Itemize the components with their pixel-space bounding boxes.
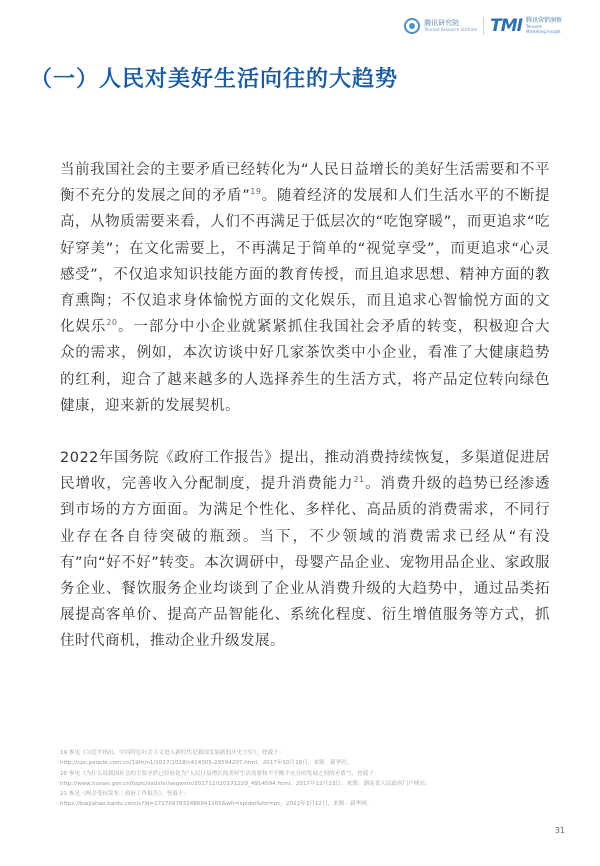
tencent-research-logo-icon [404,18,420,34]
logo-right-cn: 腾讯营销洞察 [525,17,562,24]
section-title: （一）人民对美好生活向往的大趋势 [30,67,399,92]
footnote-19-title: 19 参见《习近平指出，中国特色社会主义进入新时代是我国发展新的历史方位》，登载于： [60,750,285,756]
paragraph-2-part-1: 2022年国务院《政府工作报告》提出，推动消费持续恢复，多渠道促进居民增收，完善收入分配制度，提升消费能力 [60,450,550,493]
paragraph-1-part-1: 当前我国社会的主要矛盾已经转化为“人民日益增长的美好生活需要和不平衡不充分的发展之间的矛盾” [60,162,550,205]
paragraph-1 [60,157,550,419]
logo-right-en-2: Marketing Insight [525,29,561,34]
header-logos [404,16,562,36]
footnotes [60,748,530,810]
footnote-ref-19[interactable]: 19 [250,187,262,197]
footnote-21-link[interactable]: https://baijiahao.baidu.com/s?id=1727097832486941265&wfr=spider&for=pc，2022年3月12日，来源：新华网。 [60,801,373,808]
paragraph-2-part-2: 。消费升级的趋势已经渗透到市场的方方面面。为满足个性化、多样化、高品质的消费需求，不同行业存在各自待突破的瓶颈。当下，不少领域的消费需求已经从“有没有”向“好不好”转变。本次调研中，母婴产品企业、宠物用品企业、家政服务企业、餐饮服务企业均谈到了企业从消费升级的大趋势中，通过品类拓展提高客单价、提高产品智能化、系统化程度、衍生增值服务等方式，抓住时代商机，推动企业升级发展。 [60,476,551,650]
body-text [60,157,550,655]
paragraph-2 [60,445,550,655]
paragraph-1-part-2: 。随着经济的发展和人们生活水平的不断提高，从物质需要来看，人们不再满足于低层次的“吃饱穿暖”，而更追求“吃好穿美”；在文化需要上，不再满足于简单的“视觉享受”，而更追求“心灵感受”，不仅追求知识技能方面的教育传授，而且追求思想、精神方面的教育熏陶；不仅追求身体愉悦方面的文化娱乐，而且追求心智愉悦方面的文化娱乐 [60,188,551,336]
tmi-logo-icon: TMI [490,16,522,36]
footnote-21-title: 21 参见《两会受权发布｜政府工作报告》，登载于： [60,791,190,798]
logo-left-en: Tencent Research Institute [424,27,478,32]
logo-right-en-1: Tencent [525,24,542,29]
tencent-research-logo [404,18,477,34]
footnote-ref-20[interactable]: 20 [106,318,118,328]
footnote-20-link[interactable]: http://www.hunan.gov.cn/topic/xsdxhn/segwsm/201712/t20171229_4914594.html，2017年12月23日，来源：湖南省人民政府门户网站。 [60,780,431,787]
paragraph-1-part-3: 。一部分中小企业就紧紧抓住我国社会矛盾的转变，积极迎合大众的需求，例如，本次访谈中好几家茶饮类中小企业，看准了大健康趋势的红利，迎合了越来越多的人选择养生的生活方式，将产品定位转向绿色健康，迎来新的发展契机。 [60,319,551,414]
page-number: 31 [554,826,565,835]
tencent-marketing-insight-logo [490,16,562,36]
logo-left-cn: 腾讯研究院 [424,19,460,27]
footnote-19-link[interactable]: http://cpc.people.com.cn/19th/n1/2017/1018/c414305-29594207.html，2017年10月18日，来源：新华社。 [60,760,353,767]
logo-divider [483,17,484,35]
footnote-20-title: 20 参见《为什么说我国社会的主要矛盾已经转化为“人民日益增长的美好生活需要和不平衡不充分的发展之间的矛盾”》，登载于： [60,770,380,777]
footnote-ref-21[interactable]: 21 [353,475,365,485]
